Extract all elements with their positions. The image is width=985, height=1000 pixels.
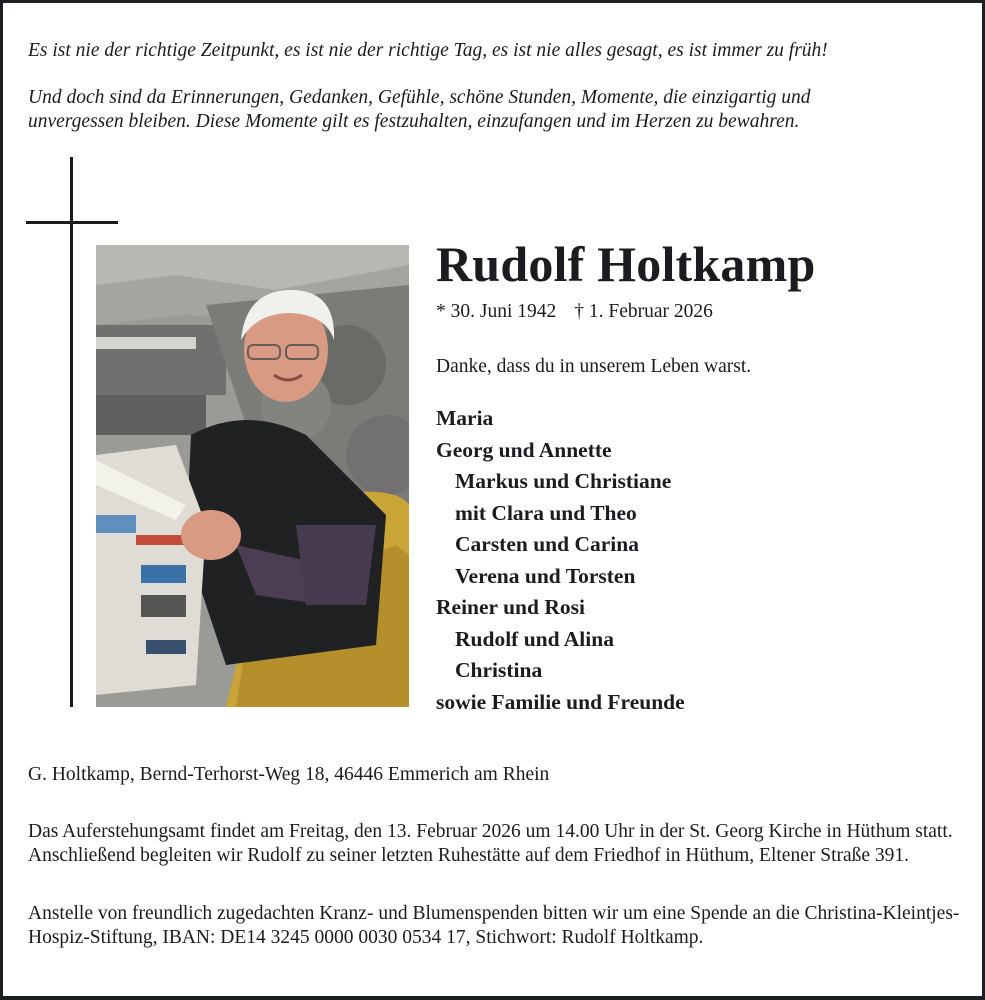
portrait-photo — [96, 245, 409, 707]
intro-quote-paragraph — [28, 86, 811, 134]
intro-quote-line: Es ist nie der richtige Zeitpunkt, es ist nie der richtige Tag, es ist nie alles gesagt, es ist immer zu früh! — [28, 40, 828, 61]
life-dates — [436, 301, 713, 323]
mourner-entry: Verena und Torsten — [455, 563, 636, 588]
contact-address: G. Holtkamp, Bernd-Terhorst-Weg 18, 46446 Emmerich am Rhein — [28, 764, 550, 785]
donation-info: Anstelle von freundlich zugedachten Kranz- und Blumenspenden bitten wir um eine Spende an die Christina-Kleintjes-Hospiz-Stiftung, IBAN: DE14 3245 0000 0030 0534 17, Stichwort: Rudolf Holtkamp. — [28, 903, 960, 948]
intro-quote-line: Und doch sind da Erinnerungen, Gedanken, Gefühle, schöne Stunden, Momente, die einzigartig und — [28, 87, 811, 108]
cross-icon-vertical — [70, 157, 73, 707]
mourner-entry: Georg und Annette — [436, 437, 612, 462]
funeral-service-info: Das Auferstehungsamt findet am Freitag, den 13. Februar 2026 um 14.00 Uhr in der St. Georg Kirche in Hüthum statt. Anschließend begleiten wir Rudolf zu seiner letzten Ruhestätte auf dem Friedhof in Hüthum, Eltener Straße 391. — [28, 821, 953, 866]
mourner-entry: Rudolf und Alina — [455, 626, 614, 651]
mourner-entry: sowie Familie und Freunde — [436, 689, 685, 714]
birth-date: * 30. Juni 1942 — [436, 301, 557, 322]
intro-quote-line: unvergessen bleiben. Diese Momente gilt es festzuhalten, einzufangen und im Herzen zu bewahren. — [28, 111, 800, 132]
mourner-entry: Christina — [455, 658, 543, 682]
mourners-list — [436, 403, 685, 718]
deceased-name: Rudolf Holtkamp — [436, 236, 816, 292]
obituary-card — [3, 3, 982, 996]
mourner-entry: Markus und Christiane — [455, 469, 672, 493]
cross-icon-horizontal — [26, 221, 118, 224]
mourner-entry: Carsten und Carina — [455, 532, 639, 556]
mourner-entry: Reiner und Rosi — [436, 595, 585, 619]
portrait-photo-illustration — [96, 245, 409, 707]
mourner-entry: mit Clara und Theo — [455, 500, 637, 525]
mourner-entry: Maria — [436, 406, 494, 430]
death-date: † 1. Februar 2026 — [574, 301, 713, 322]
thanks-line: Danke, dass du in unserem Leben warst. — [436, 356, 752, 377]
